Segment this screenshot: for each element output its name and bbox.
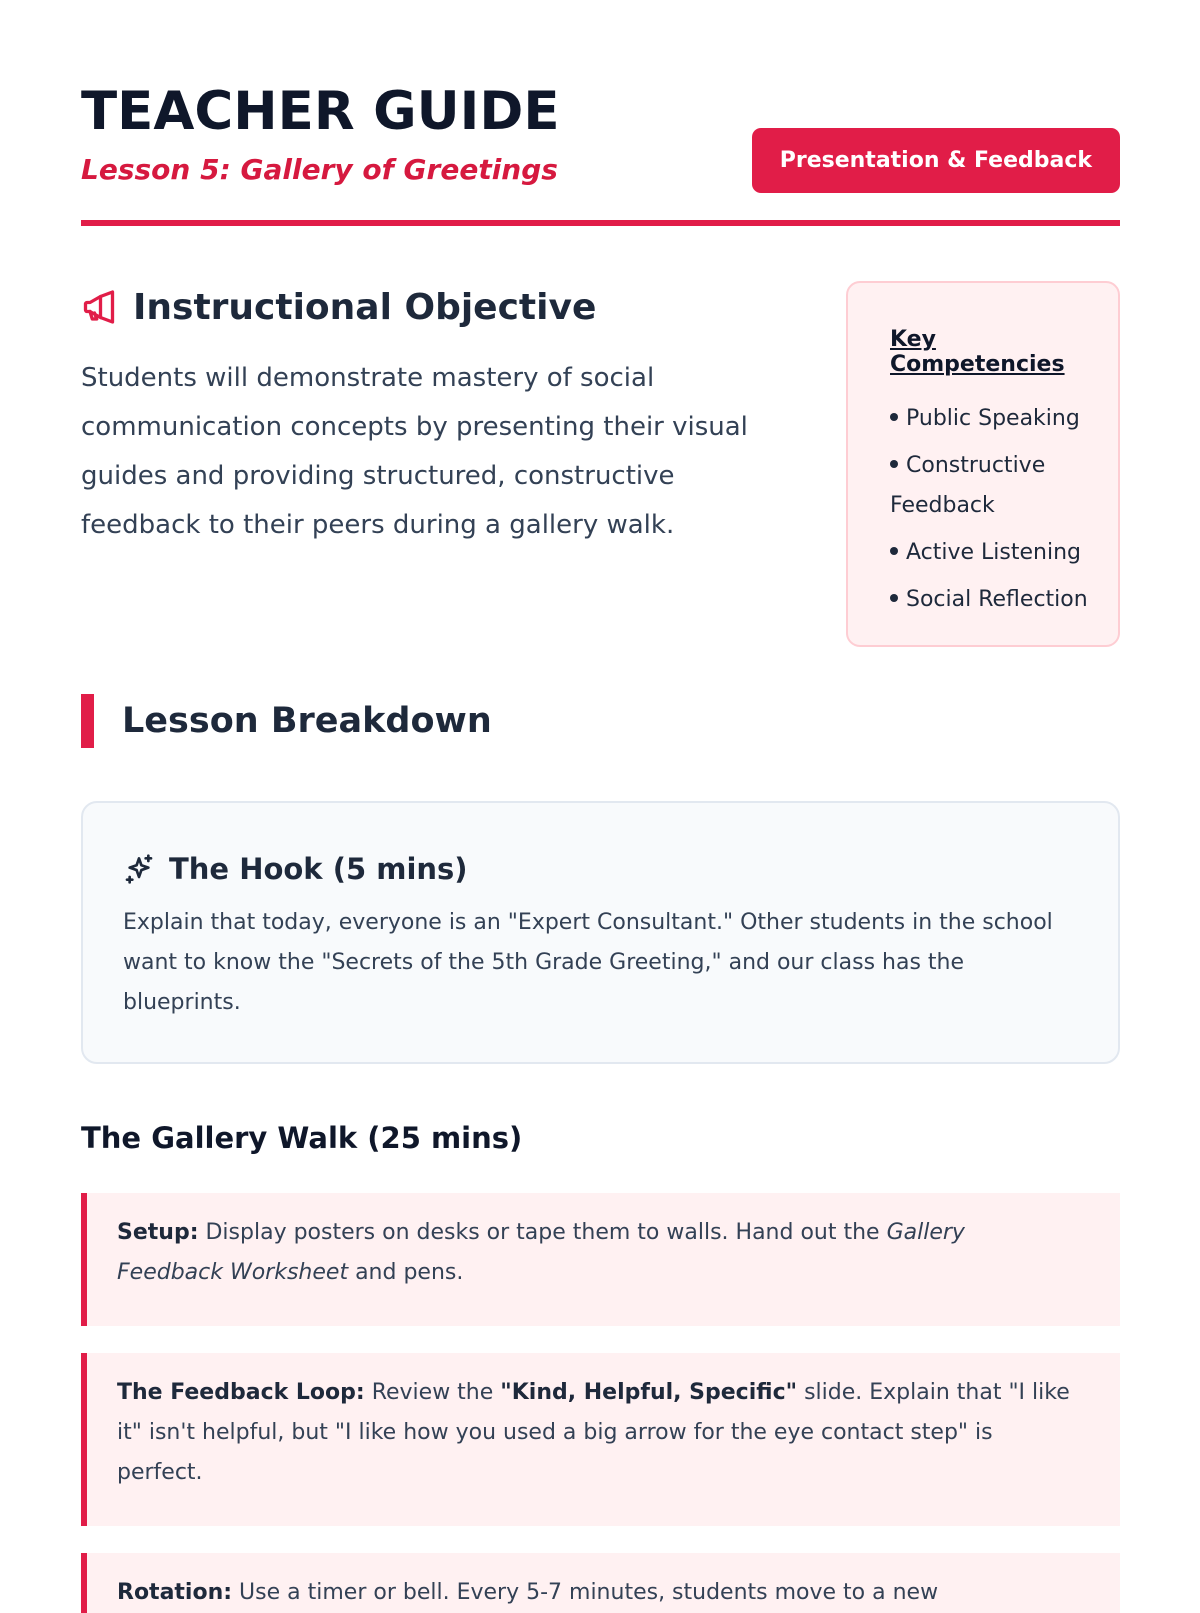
page-title: TEACHER GUIDE bbox=[81, 81, 560, 142]
bullet-icon bbox=[890, 413, 898, 421]
step-body: Review the bbox=[364, 1380, 501, 1405]
section-accent-bar bbox=[81, 694, 94, 748]
step-text bbox=[117, 1353, 1077, 1493]
hook-card bbox=[81, 801, 1120, 1064]
objective-title: Instructional Objective bbox=[133, 286, 597, 328]
gallery-step-feedback-loop bbox=[81, 1353, 1120, 1526]
lesson-breakdown-title: Lesson Breakdown bbox=[122, 701, 492, 741]
step-label: The Feedback Loop: bbox=[117, 1380, 365, 1405]
objective-description: Students will demonstrate mastery of social communication concepts by presenting their visual guides and providing structured, constructive feedback to their peers during a gallery walk. bbox=[81, 363, 748, 540]
step-label: Setup: bbox=[117, 1220, 199, 1245]
competencies-list bbox=[890, 399, 1118, 620]
bullet-icon bbox=[890, 594, 898, 602]
objective-heading bbox=[81, 282, 771, 332]
competency-item bbox=[890, 533, 1118, 573]
step-label: Rotation: bbox=[117, 1580, 233, 1605]
competency-label: Public Speaking bbox=[906, 406, 1080, 431]
megaphone-icon bbox=[81, 289, 117, 325]
step-body: Use a timer or bell. Every 5-7 minutes, students move to a new bbox=[232, 1580, 939, 1605]
header-divider bbox=[81, 220, 1120, 226]
step-emphasis: "Kind, Helpful, Specific" bbox=[500, 1380, 798, 1405]
competency-label: Constructive Feedback bbox=[890, 453, 1046, 518]
page-header bbox=[81, 0, 1120, 228]
hook-description: Explain that today, everyone is an "Expert Consultant." Other students in the school want to know the "Secrets of the 5th Grade Greeting," and our class has the blueprints. bbox=[123, 910, 1053, 1015]
teacher-guide-page bbox=[81, 0, 1120, 1605]
gallery-step-rotation bbox=[81, 1553, 1120, 1613]
bullet-icon bbox=[890, 460, 898, 468]
step-body: and pens. bbox=[348, 1260, 464, 1285]
lesson-subtitle: Lesson 5: Gallery of Greetings bbox=[81, 153, 558, 186]
lesson-type-badge: Presentation & Feedback bbox=[752, 128, 1120, 193]
sparkles-icon bbox=[123, 853, 155, 885]
competency-item bbox=[890, 399, 1118, 439]
step-body: slide. Explain that "I like it" isn't helpful, but "I like how you used a big arrow for the eye contact step" is perfect. bbox=[117, 1380, 1070, 1485]
gallery-step-setup bbox=[81, 1193, 1120, 1326]
competency-label: Social Reflection bbox=[906, 587, 1088, 612]
step-text bbox=[117, 1193, 1077, 1293]
lesson-breakdown-heading bbox=[81, 694, 492, 748]
competency-item bbox=[890, 580, 1118, 620]
bullet-icon bbox=[890, 547, 898, 555]
gallery-walk-heading: The Gallery Walk (25 mins) bbox=[81, 1121, 523, 1155]
hook-heading bbox=[123, 849, 1078, 889]
competencies-title: Key Competencies bbox=[890, 327, 1065, 377]
key-competencies-box bbox=[846, 281, 1120, 647]
hook-title: The Hook (5 mins) bbox=[169, 852, 468, 886]
competency-item bbox=[890, 446, 1118, 526]
step-body: Display posters on desks or tape them to walls. Hand out the bbox=[198, 1220, 887, 1245]
step-text bbox=[117, 1553, 1077, 1613]
competency-label: Active Listening bbox=[906, 540, 1082, 565]
objective-section bbox=[81, 282, 771, 550]
step-emphasis: Gallery Feedback Worksheet bbox=[117, 1220, 965, 1285]
